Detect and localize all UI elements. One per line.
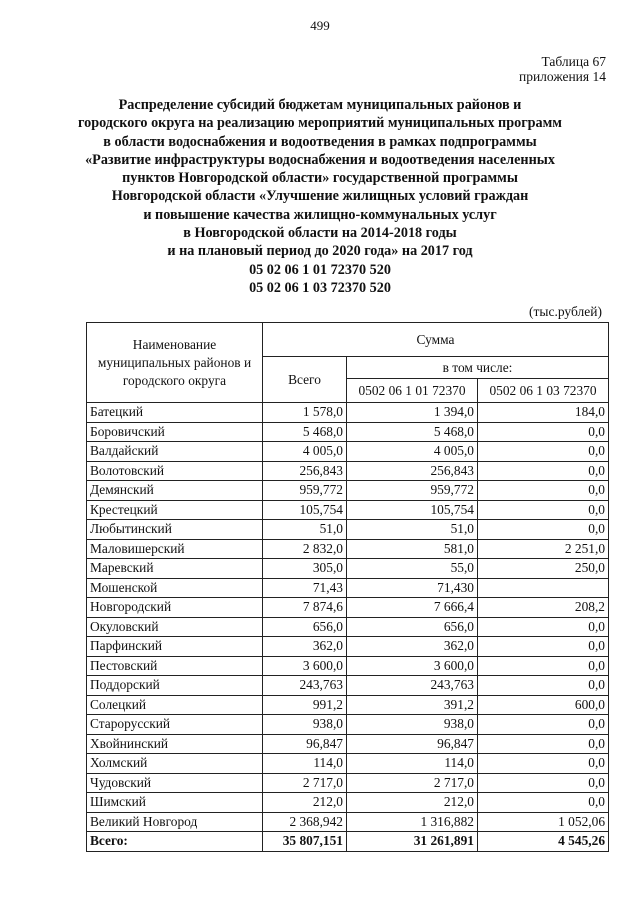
amount-code-03: 0,0: [478, 461, 609, 481]
table-row: [87, 715, 609, 735]
budget-code-line: 05 02 06 1 01 72370 520: [249, 261, 391, 278]
amount-code-03: 0,0: [478, 637, 609, 657]
amount-code-01: 1 394,0: [347, 403, 478, 423]
amount-code-01: 51,0: [347, 520, 478, 540]
amount-code-01: 256,843: [347, 461, 478, 481]
total-amount: 5 468,0: [263, 422, 347, 442]
amount-code-01: 71,430: [347, 578, 478, 598]
total-amount: 212,0: [263, 793, 347, 813]
amount-code-01: 938,0: [347, 715, 478, 735]
table-number: Таблица 67: [541, 54, 606, 69]
amount-code-03: 0,0: [478, 754, 609, 774]
amount-code-03: 0,0: [478, 715, 609, 735]
total-amount: 1 578,0: [263, 403, 347, 423]
amount-code-01: 114,0: [347, 754, 478, 774]
amount-code-01: 105,754: [347, 500, 478, 520]
title-line: Распределение субсидий бюджетам муниципальных районов и: [118, 97, 522, 113]
amount-code-01: 96,847: [347, 734, 478, 754]
table-row: [87, 617, 609, 637]
table-row: [87, 812, 609, 832]
amount-code-03: 600,0: [478, 695, 609, 715]
municipality-name: Валдайский: [87, 442, 263, 462]
title-line: городского округа на реализацию мероприятий муниципальных программ: [78, 115, 562, 132]
budget-code-line: 05 02 06 1 03 72370 520: [249, 279, 391, 296]
page-number: 499: [310, 18, 330, 33]
amount-code-03: 184,0: [478, 403, 609, 423]
table-row: [87, 422, 609, 442]
appendix-number: приложения 14: [518, 69, 606, 84]
table-row: [87, 695, 609, 715]
municipality-name: Волотовский: [87, 461, 263, 481]
amount-code-03: 250,0: [478, 559, 609, 579]
table-row: [87, 773, 609, 793]
amount-code-01: 1 316,882: [347, 812, 478, 832]
table-row: [87, 539, 609, 559]
grand-total-code-01: 31 261,891: [347, 832, 478, 852]
title-line: и на плановый период до 2020 года» на 2017 год: [167, 243, 473, 260]
amount-code-01: 4 005,0: [347, 442, 478, 462]
total-amount: 991,2: [263, 695, 347, 715]
amount-code-03: 0,0: [478, 793, 609, 813]
amount-code-01: 5 468,0: [347, 422, 478, 442]
amount-code-01: 581,0: [347, 539, 478, 559]
table-reference: [519, 54, 606, 84]
municipality-name: Старорусский: [87, 715, 263, 735]
municipality-name: Чудовский: [87, 773, 263, 793]
amount-code-03: 0,0: [478, 500, 609, 520]
municipality-name: Солецкий: [87, 695, 263, 715]
municipality-name: Шимский: [87, 793, 263, 813]
header-code-01: 0502 06 1 01 72370: [347, 379, 478, 403]
total-amount: 4 005,0: [263, 442, 347, 462]
municipality-name: Крестецкий: [87, 500, 263, 520]
amount-code-01: 7 666,4: [347, 598, 478, 618]
municipality-name: Пестовский: [87, 656, 263, 676]
amount-code-03: 0,0: [478, 481, 609, 501]
amount-code-01: 212,0: [347, 793, 478, 813]
title-line: Новгородской области «Улучшение жилищных условий граждан: [111, 188, 529, 205]
total-amount: 7 874,6: [263, 598, 347, 618]
grand-total-row: [87, 832, 609, 852]
municipality-name: Хвойнинский: [87, 734, 263, 754]
municipality-name: Боровичский: [87, 422, 263, 442]
municipality-name: Новгородский: [87, 598, 263, 618]
total-amount: 105,754: [263, 500, 347, 520]
table-row: [87, 442, 609, 462]
table-row: [87, 578, 609, 598]
total-amount: 959,772: [263, 481, 347, 501]
municipality-name: Парфинский: [87, 637, 263, 657]
grand-total-label: Всего:: [87, 832, 263, 852]
municipality-name: Поддорский: [87, 676, 263, 696]
total-amount: 938,0: [263, 715, 347, 735]
table-row: [87, 754, 609, 774]
municipality-name: Мошенской: [87, 578, 263, 598]
table-row: [87, 656, 609, 676]
total-amount: 362,0: [263, 637, 347, 657]
amount-code-01: 55,0: [347, 559, 478, 579]
amount-code-03: [478, 578, 609, 598]
header-sum: Сумма: [263, 323, 609, 357]
amount-code-03: 0,0: [478, 442, 609, 462]
total-amount: 71,43: [263, 578, 347, 598]
total-amount: 256,843: [263, 461, 347, 481]
municipality-name: Батецкий: [87, 403, 263, 423]
title-line: «Развитие инфраструктуры водоснабжения и водоотведения населенных: [85, 151, 555, 168]
amount-code-03: 1 052,06: [478, 812, 609, 832]
units-label: (тыс.рублей): [529, 304, 602, 319]
title-line: и повышение качества жилищно-коммунальных услуг: [143, 206, 497, 223]
amount-code-03: 2 251,0: [478, 539, 609, 559]
amount-code-01: 362,0: [347, 637, 478, 657]
document-title: [40, 96, 600, 297]
title-line: в области водоснабжения и водоотведения в рамках подпрограммы: [103, 133, 537, 150]
amount-code-03: 0,0: [478, 520, 609, 540]
amount-code-03: 0,0: [478, 734, 609, 754]
total-amount: 3 600,0: [263, 656, 347, 676]
amount-code-03: 0,0: [478, 773, 609, 793]
table-row: [87, 500, 609, 520]
table-row: [87, 676, 609, 696]
amount-code-01: 959,772: [347, 481, 478, 501]
table-row: [87, 637, 609, 657]
total-amount: 2 717,0: [263, 773, 347, 793]
total-amount: 114,0: [263, 754, 347, 774]
total-amount: 2 832,0: [263, 539, 347, 559]
municipality-name: Холмский: [87, 754, 263, 774]
municipality-name: Окуловский: [87, 617, 263, 637]
table-row: [87, 403, 609, 423]
header-including: в том числе:: [347, 357, 609, 379]
table-row: [87, 598, 609, 618]
amount-code-03: 0,0: [478, 676, 609, 696]
municipality-name: Великий Новгород: [87, 812, 263, 832]
amount-code-01: 3 600,0: [347, 656, 478, 676]
municipality-name: Маревский: [87, 559, 263, 579]
amount-code-01: 2 717,0: [347, 773, 478, 793]
amount-code-03: 208,2: [478, 598, 609, 618]
total-amount: 243,763: [263, 676, 347, 696]
table-row: [87, 461, 609, 481]
table-row: [87, 481, 609, 501]
total-amount: 96,847: [263, 734, 347, 754]
total-amount: 656,0: [263, 617, 347, 637]
header-total: Всего: [263, 357, 347, 403]
municipality-name: Демянский: [87, 481, 263, 501]
grand-total-amount: 35 807,151: [263, 832, 347, 852]
total-amount: 305,0: [263, 559, 347, 579]
table-row: [87, 520, 609, 540]
municipality-name: Любытинский: [87, 520, 263, 540]
subsidy-table: [86, 322, 609, 852]
grand-total-code-03: 4 545,26: [478, 832, 609, 852]
total-amount: 51,0: [263, 520, 347, 540]
amount-code-01: 391,2: [347, 695, 478, 715]
header-municipality: Наименование муниципальных районов и городского округа: [87, 323, 263, 403]
amount-code-03: 0,0: [478, 617, 609, 637]
municipality-name: Маловишерский: [87, 539, 263, 559]
table-row: [87, 559, 609, 579]
amount-code-01: 243,763: [347, 676, 478, 696]
header-code-03: 0502 06 1 03 72370: [478, 379, 609, 403]
total-amount: 2 368,942: [263, 812, 347, 832]
amount-code-01: 656,0: [347, 617, 478, 637]
table-row: [87, 734, 609, 754]
table-row: [87, 793, 609, 813]
title-line: пунктов Новгородской области» государственной программы: [122, 170, 518, 187]
amount-code-03: 0,0: [478, 656, 609, 676]
title-line: в Новгородской области на 2014-2018 годы: [183, 225, 457, 242]
amount-code-03: 0,0: [478, 422, 609, 442]
